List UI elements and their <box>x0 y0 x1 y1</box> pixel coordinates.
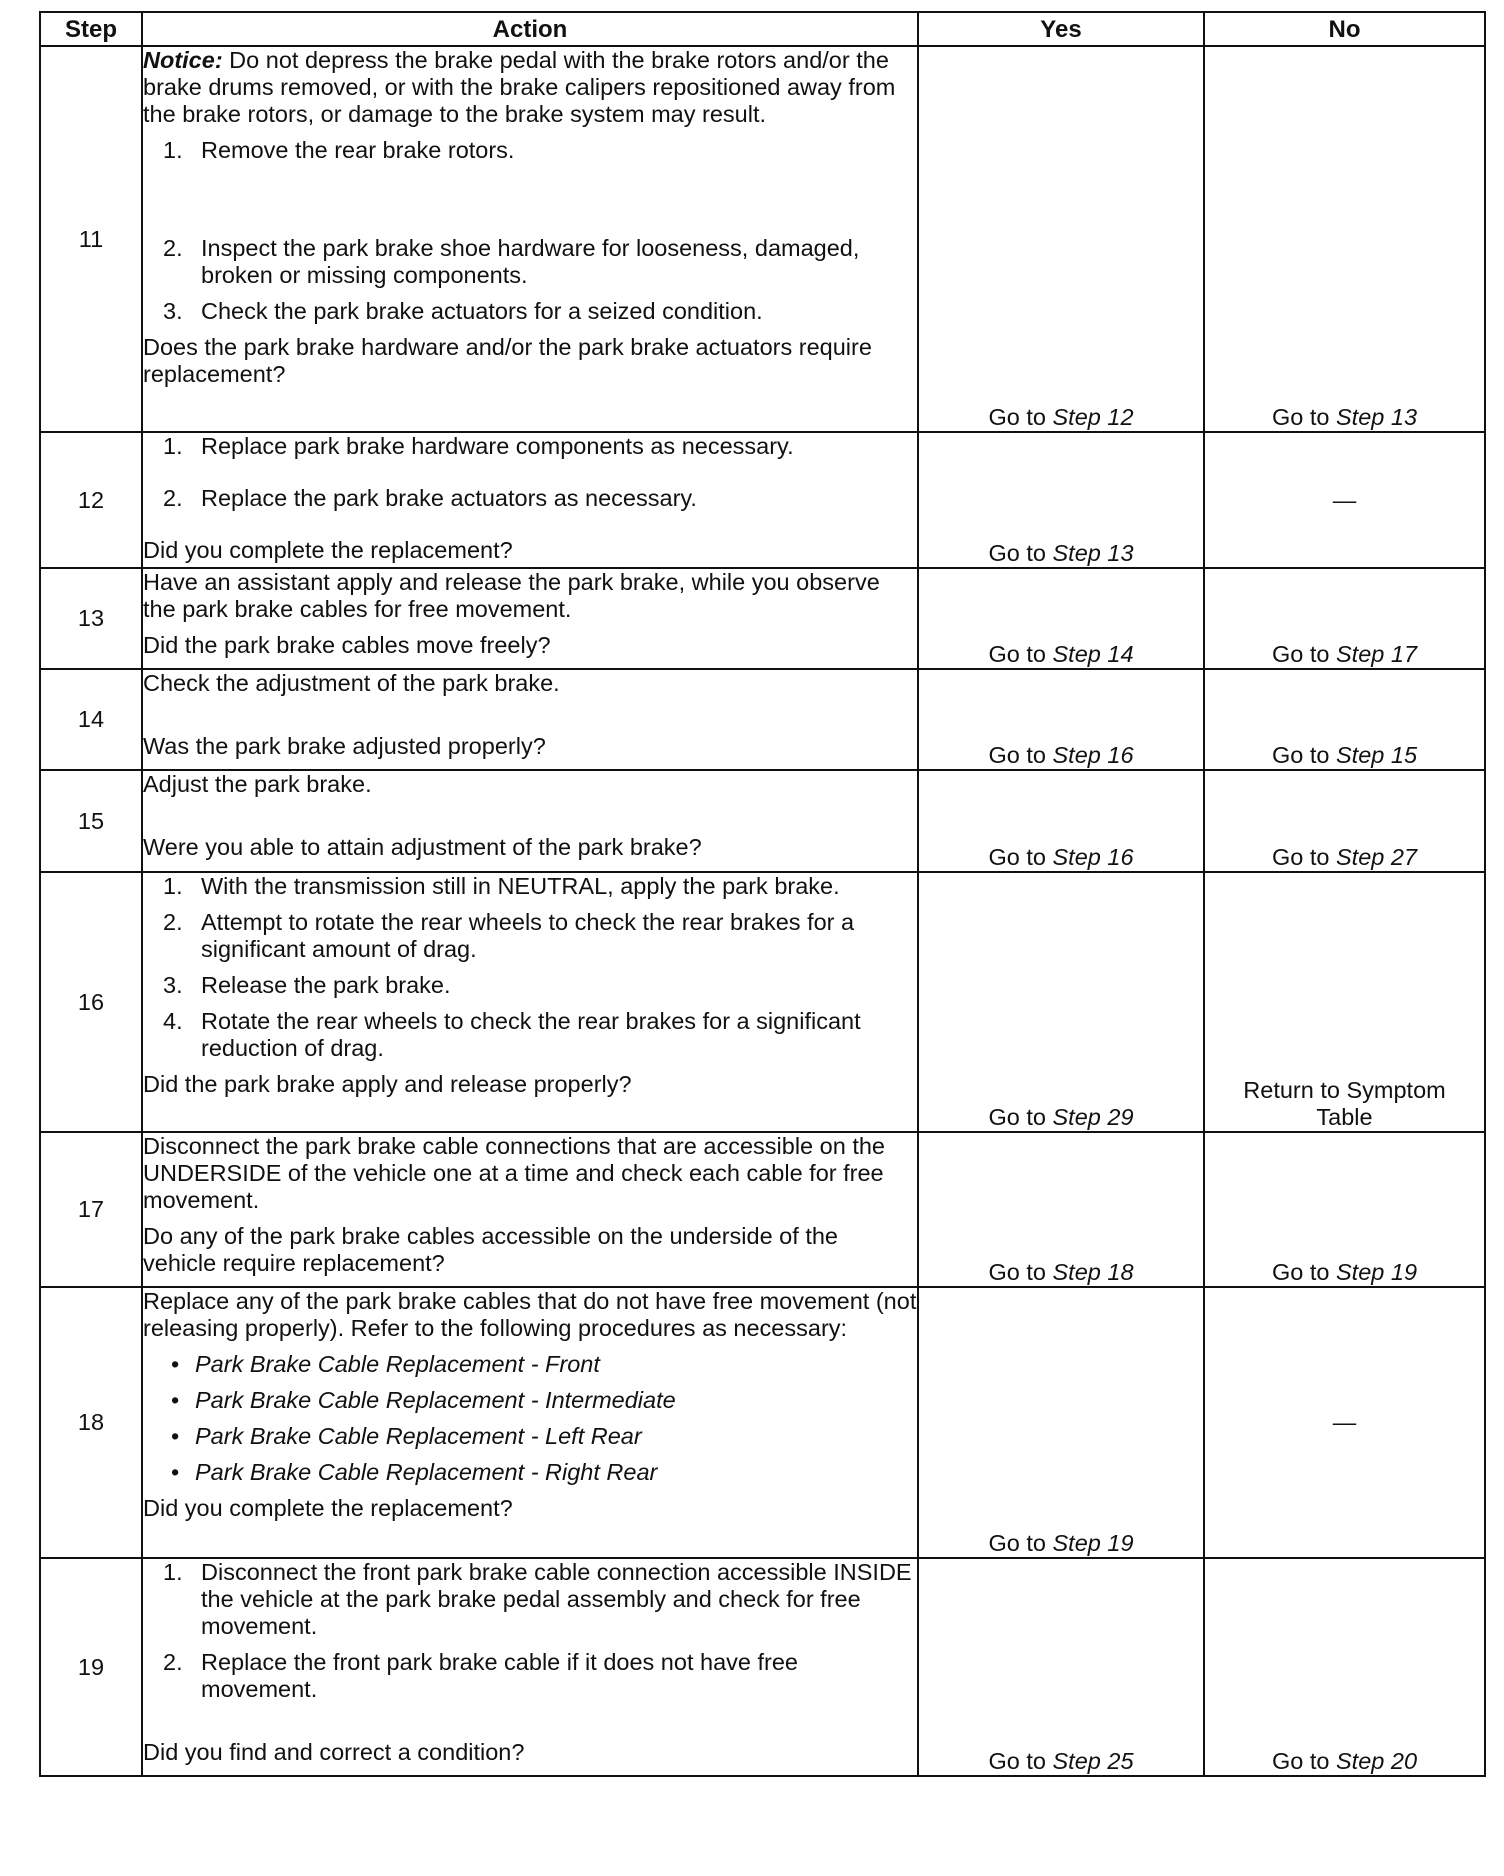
list-item <box>143 1559 917 1640</box>
question-text: Did the park brake apply and release properly? <box>143 1071 632 1097</box>
procedure-link-right-rear[interactable]: • Park Brake Cable Replacement - Right Rear <box>143 1459 917 1486</box>
action-cell <box>142 568 918 669</box>
item-number: 3. <box>163 298 183 324</box>
yes-target: Step 14 <box>1052 641 1134 667</box>
yes-target: Step 25 <box>1052 1748 1134 1774</box>
no-target: Step 19 <box>1336 1259 1418 1285</box>
step-number: 11 <box>40 46 142 432</box>
action-text: Replace any of the park brake cables that do not have free movement (not releasing properly). Refer to the following procedures as necessary: <box>143 1288 917 1341</box>
list-item <box>143 298 917 325</box>
go-to-label: Go to <box>1271 641 1336 667</box>
item-number: 2. <box>163 1649 183 1675</box>
no-cell <box>1204 872 1485 1132</box>
question-text: Does the park brake hardware and/or the park brake actuators require replacement? <box>143 334 872 387</box>
header-yes: Yes <box>918 12 1204 46</box>
go-to-label: Go to <box>1271 1259 1336 1285</box>
go-to-label: Go to <box>1271 844 1336 870</box>
table-row-step-17 <box>40 1132 1485 1287</box>
action-text: Disconnect the park brake cable connections that are accessible on the UNDERSIDE of the vehicle one at a time and check each cable for free movement. <box>143 1133 885 1213</box>
question-text: Do any of the park brake cables accessible on the underside of the vehicle require replacement? <box>143 1223 838 1276</box>
table-row-step-13 <box>40 568 1485 669</box>
no-cell: — <box>1204 1287 1485 1558</box>
no-cell <box>1204 568 1485 669</box>
step-number: 19 <box>40 1558 142 1776</box>
table-row-step-14 <box>40 669 1485 770</box>
go-to-label: Go to <box>1271 1748 1336 1774</box>
list-item <box>143 137 917 164</box>
list-item <box>143 1008 917 1062</box>
action-text: Adjust the park brake. <box>143 771 372 797</box>
action-text: Check the adjustment of the park brake. <box>143 670 560 696</box>
list-item <box>143 972 917 999</box>
go-to-label: Go to <box>988 404 1053 430</box>
item-number: 1. <box>163 873 183 899</box>
item-text: With the transmission still in NEUTRAL, apply the park brake. <box>201 873 840 899</box>
go-to-label: Go to <box>1271 742 1336 768</box>
item-text: Remove the rear brake rotors. <box>201 137 515 163</box>
table-row-step-11 <box>40 46 1485 432</box>
yes-target: Step 13 <box>1052 540 1134 566</box>
item-number: 3. <box>163 972 183 998</box>
item-number: 1. <box>163 1559 183 1585</box>
action-cell <box>142 1558 918 1776</box>
header-row <box>40 12 1485 46</box>
header-no: No <box>1204 12 1485 46</box>
step-number: 12 <box>40 432 142 568</box>
step-number: 18 <box>40 1287 142 1558</box>
go-to-label: Go to <box>988 1748 1053 1774</box>
item-number: 1. <box>163 137 183 163</box>
diagnostic-table <box>39 11 1486 1777</box>
action-cell <box>142 872 918 1132</box>
go-to-label: Go to <box>988 1259 1053 1285</box>
go-to-label: Go to <box>988 540 1053 566</box>
no-target: Step 15 <box>1336 742 1418 768</box>
action-steps <box>143 873 917 1062</box>
yes-target: Step 16 <box>1052 844 1134 870</box>
item-text: Release the park brake. <box>201 972 451 998</box>
list-item <box>143 873 917 900</box>
step-number: 16 <box>40 872 142 1132</box>
question-text: Did you complete the replacement? <box>143 1495 513 1521</box>
notice-paragraph <box>143 47 917 128</box>
item-number: 2. <box>163 909 183 935</box>
yes-cell <box>918 770 1204 872</box>
item-number: 1. <box>163 433 183 459</box>
question-text: Did you complete the replacement? <box>143 537 513 563</box>
no-target: Step 13 <box>1336 404 1418 430</box>
item-text: Replace the park brake actuators as necessary. <box>201 485 697 511</box>
step-number: 13 <box>40 568 142 669</box>
procedure-link-front[interactable]: • Park Brake Cable Replacement - Front <box>143 1351 917 1378</box>
yes-cell <box>918 1132 1204 1287</box>
table-row-step-15 <box>40 770 1485 872</box>
go-to-label: Go to <box>1271 404 1336 430</box>
no-target: Return to Symptom Table <box>1243 1077 1446 1130</box>
list-item <box>143 433 917 460</box>
question-text: Did the park brake cables move freely? <box>143 632 551 658</box>
yes-cell <box>918 1287 1204 1558</box>
no-cell <box>1204 770 1485 872</box>
no-cell <box>1204 46 1485 432</box>
procedure-list <box>143 1351 917 1486</box>
yes-cell <box>918 1558 1204 1776</box>
item-text: Inspect the park brake shoe hardware for looseness, damaged, broken or missing components. <box>201 235 860 288</box>
table-row-step-16 <box>40 872 1485 1132</box>
item-text: Replace park brake hardware components as necessary. <box>201 433 794 459</box>
step-number: 15 <box>40 770 142 872</box>
action-cell <box>142 669 918 770</box>
question-text: Did you find and correct a condition? <box>143 1739 525 1765</box>
item-number: 4. <box>163 1008 183 1034</box>
go-to-label: Go to <box>988 844 1053 870</box>
action-cell <box>142 1287 918 1558</box>
list-item <box>143 485 917 512</box>
no-target: Step 27 <box>1336 844 1418 870</box>
table-row-step-18 <box>40 1287 1485 1558</box>
procedure-link-intermediate[interactable]: • Park Brake Cable Replacement - Intermediate <box>143 1387 917 1414</box>
yes-target: Step 18 <box>1052 1259 1134 1285</box>
action-cell <box>142 432 918 568</box>
list-item <box>143 235 917 289</box>
yes-target: Step 16 <box>1052 742 1134 768</box>
no-cell <box>1204 1558 1485 1776</box>
no-cell: — <box>1204 432 1485 568</box>
notice-text: Do not depress the brake pedal with the brake rotors and/or the brake drums removed, or with the brake calipers repositioned away from the brake rotors, or damage to the brake system may result. <box>143 47 896 127</box>
go-to-label: Go to <box>988 1530 1053 1556</box>
item-text: Attempt to rotate the rear wheels to check the rear brakes for a significant amount of drag. <box>201 909 855 962</box>
item-text: Rotate the rear wheels to check the rear brakes for a significant reduction of drag. <box>201 1008 861 1061</box>
header-step: Step <box>40 12 142 46</box>
action-cell <box>142 770 918 872</box>
no-target: Step 17 <box>1336 641 1418 667</box>
action-cell <box>142 1132 918 1287</box>
question-text: Were you able to attain adjustment of the park brake? <box>143 834 702 860</box>
go-to-label: Go to <box>988 1104 1053 1130</box>
yes-cell <box>918 568 1204 669</box>
question-text: Was the park brake adjusted properly? <box>143 733 546 759</box>
header-action: Action <box>142 12 918 46</box>
action-text: Have an assistant apply and release the park brake, while you observe the park brake cables for free movement. <box>143 569 880 622</box>
item-text: Replace the front park brake cable if it does not have free movement. <box>201 1649 798 1702</box>
action-steps <box>143 1559 917 1703</box>
item-text: Check the park brake actuators for a seized condition. <box>201 298 763 324</box>
step-number: 14 <box>40 669 142 770</box>
yes-cell <box>918 432 1204 568</box>
yes-cell <box>918 872 1204 1132</box>
go-to-label: Go to <box>988 742 1053 768</box>
list-item <box>143 909 917 963</box>
item-number: 2. <box>163 235 183 261</box>
yes-target: Step 29 <box>1052 1104 1134 1130</box>
item-text: Disconnect the front park brake cable connection accessible INSIDE the vehicle at the park brake pedal assembly and check for free movement. <box>201 1559 912 1639</box>
yes-target: Step 19 <box>1052 1530 1134 1556</box>
no-cell <box>1204 1132 1485 1287</box>
step-number: 17 <box>40 1132 142 1287</box>
table-row-step-12 <box>40 432 1485 568</box>
yes-target: Step 12 <box>1052 404 1134 430</box>
action-steps <box>143 433 917 512</box>
item-number: 2. <box>163 485 183 511</box>
no-cell <box>1204 669 1485 770</box>
no-target: Step 20 <box>1336 1748 1418 1774</box>
action-cell <box>142 46 918 432</box>
table-row-step-19 <box>40 1558 1485 1776</box>
yes-cell <box>918 46 1204 432</box>
action-steps <box>143 137 917 325</box>
list-item <box>143 1649 917 1703</box>
procedure-link-left-rear[interactable]: • Park Brake Cable Replacement - Left Rear <box>143 1423 917 1450</box>
notice-label: Notice: <box>143 47 223 73</box>
go-to-label: Go to <box>988 641 1053 667</box>
yes-cell <box>918 669 1204 770</box>
